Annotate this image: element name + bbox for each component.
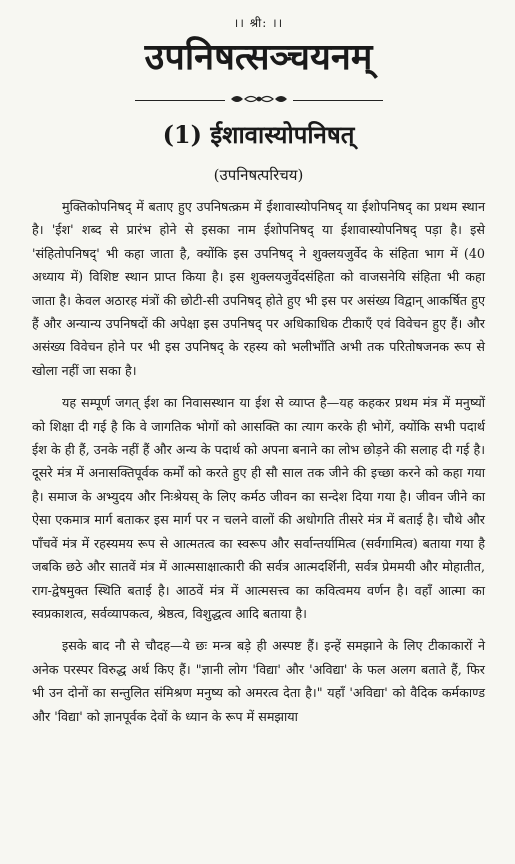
divider-line-right xyxy=(293,100,383,101)
chapter-heading xyxy=(32,119,485,151)
invocation-text: ।। श्री: ।। xyxy=(233,16,284,30)
body-paragraph-1: मुक्तिकोपनिषद् में बताए हुए उपनिषत्क्रम में ईशावास्योपनिषद् या ईशोपनिषद् का प्रथम स्थान है। 'ईश' शब्द से प्रारंभ होने से इसका नाम ईशोपनिषद् या ईशावास्योपनिषद् पड़ा है। इसे 'संहितोपनिषद्' भी कहा जाता है, क्योंकि इस उपनिषद् ने शुक्लयजुर्वेद के संहिता भाग में (40 अध्याय में) विशिष्ट स्थान प्राप्त किया है। इस शुक्लयजुर्वेदसंहिता को वाजसनेयि संहिता भी कहा जाता है। केवल अठारह मंत्रों की छोटी-सी उपनिषद् होते हुए भी इस पर असंख्य विद्वान् आकर्षित हुए हैं और अन्यान्य उपनिषदों की अपेक्षा इस उपनिषद् पर अधिकाधिक टीकाएँ एवं विवेचन हुए हैं। और असंख्य विवेचन होने पर भी इस उपनिषद् के रहस्य को भलीभाँति अभी तक परितोषजनक रूप से खोला नहीं जा सका है। xyxy=(32,199,485,378)
ornamental-divider xyxy=(32,93,485,107)
chapter-title: ईशावास्योपनिषत् xyxy=(210,120,355,149)
divider-line-left xyxy=(135,100,225,101)
book-title: उपनिषत्सञ्चयनम् xyxy=(144,36,373,78)
body-paragraph-3: इसके बाद नौ से चौदह—ये छः मन्त्र बड़े ही अस्पष्ट हैं। इन्हें समझाने के लिए टीकाकारों ने अनेक परस्पर विरुद्ध अर्थ किए हैं। "ज्ञानी लोग 'विद्या' और 'अविद्या' के फल अलग बताते हैं, फिर भी उन दोनों का सन्तुलित संमिश्रण मनुष्य को अमरत्व देता है।" यहाँ 'अविद्या' को वैदिक कर्मकाण्ड और 'विद्या' को ज्ञानपूर्वक देवों के ध्यान के रूप में समझाया xyxy=(32,638,485,724)
body-paragraph-2: यह सम्पूर्ण जगत् ईश का निवासस्थान या ईश से व्याप्त है—यह कहकर प्रथम मंत्र में मनुष्यों को शिक्षा दी गई है कि वे जागतिक भोगों को आसक्ति का त्याग करके ही भोगें, क्योंकि सभी पदार्थ ईश के ही हैं, उनके नहीं हैं और अन्य के पदार्थ को अपना बनाने का लोभ छोड़ने की सलाह दी गई है। दूसरे मंत्र में अनासक्तिपूर्वक कर्मों को करते हुए ही सौ साल तक जीने की इच्छा करने को कहा गया है। समाज के अभ्युदय और निःश्रेयस् के लिए कर्मठ जीवन का सन्देश दिया गया है। जीवन जीने का ऐसा एकमात्र मार्ग बताकर इस मार्ग पर न चलने वालों की अधोगति तीसरे मंत्र में बताई है। चौथे और पाँचवें मंत्र में रहस्यमय रूप से आत्मतत्व का स्वरूप और सर्वान्तर्यामित्व (सर्वगामित्व) बताया गया है जबकि छठे और सातवें मंत्र में आत्मसाक्षात्कारी की सर्वत्र आत्मदर्शिनी, सर्वत्र प्रेममयी और मोहातीत, राग-द्वेषमुक्त स्थिति बताई है। आठवें मंत्र में आत्मसत्त्व का कवित्वमय वर्णन है। वहाँ आत्मा का स्वप्रकाशत्व, सर्वव्यापकत्व, श्रेष्ठत्व, विशुद्धत्व आदि बताया है। xyxy=(32,395,485,621)
divider-ornament-icon xyxy=(229,91,289,110)
chapter-subtitle: (उपनिषत्परिचय) xyxy=(213,166,304,184)
chapter-number: (1) xyxy=(162,120,202,149)
